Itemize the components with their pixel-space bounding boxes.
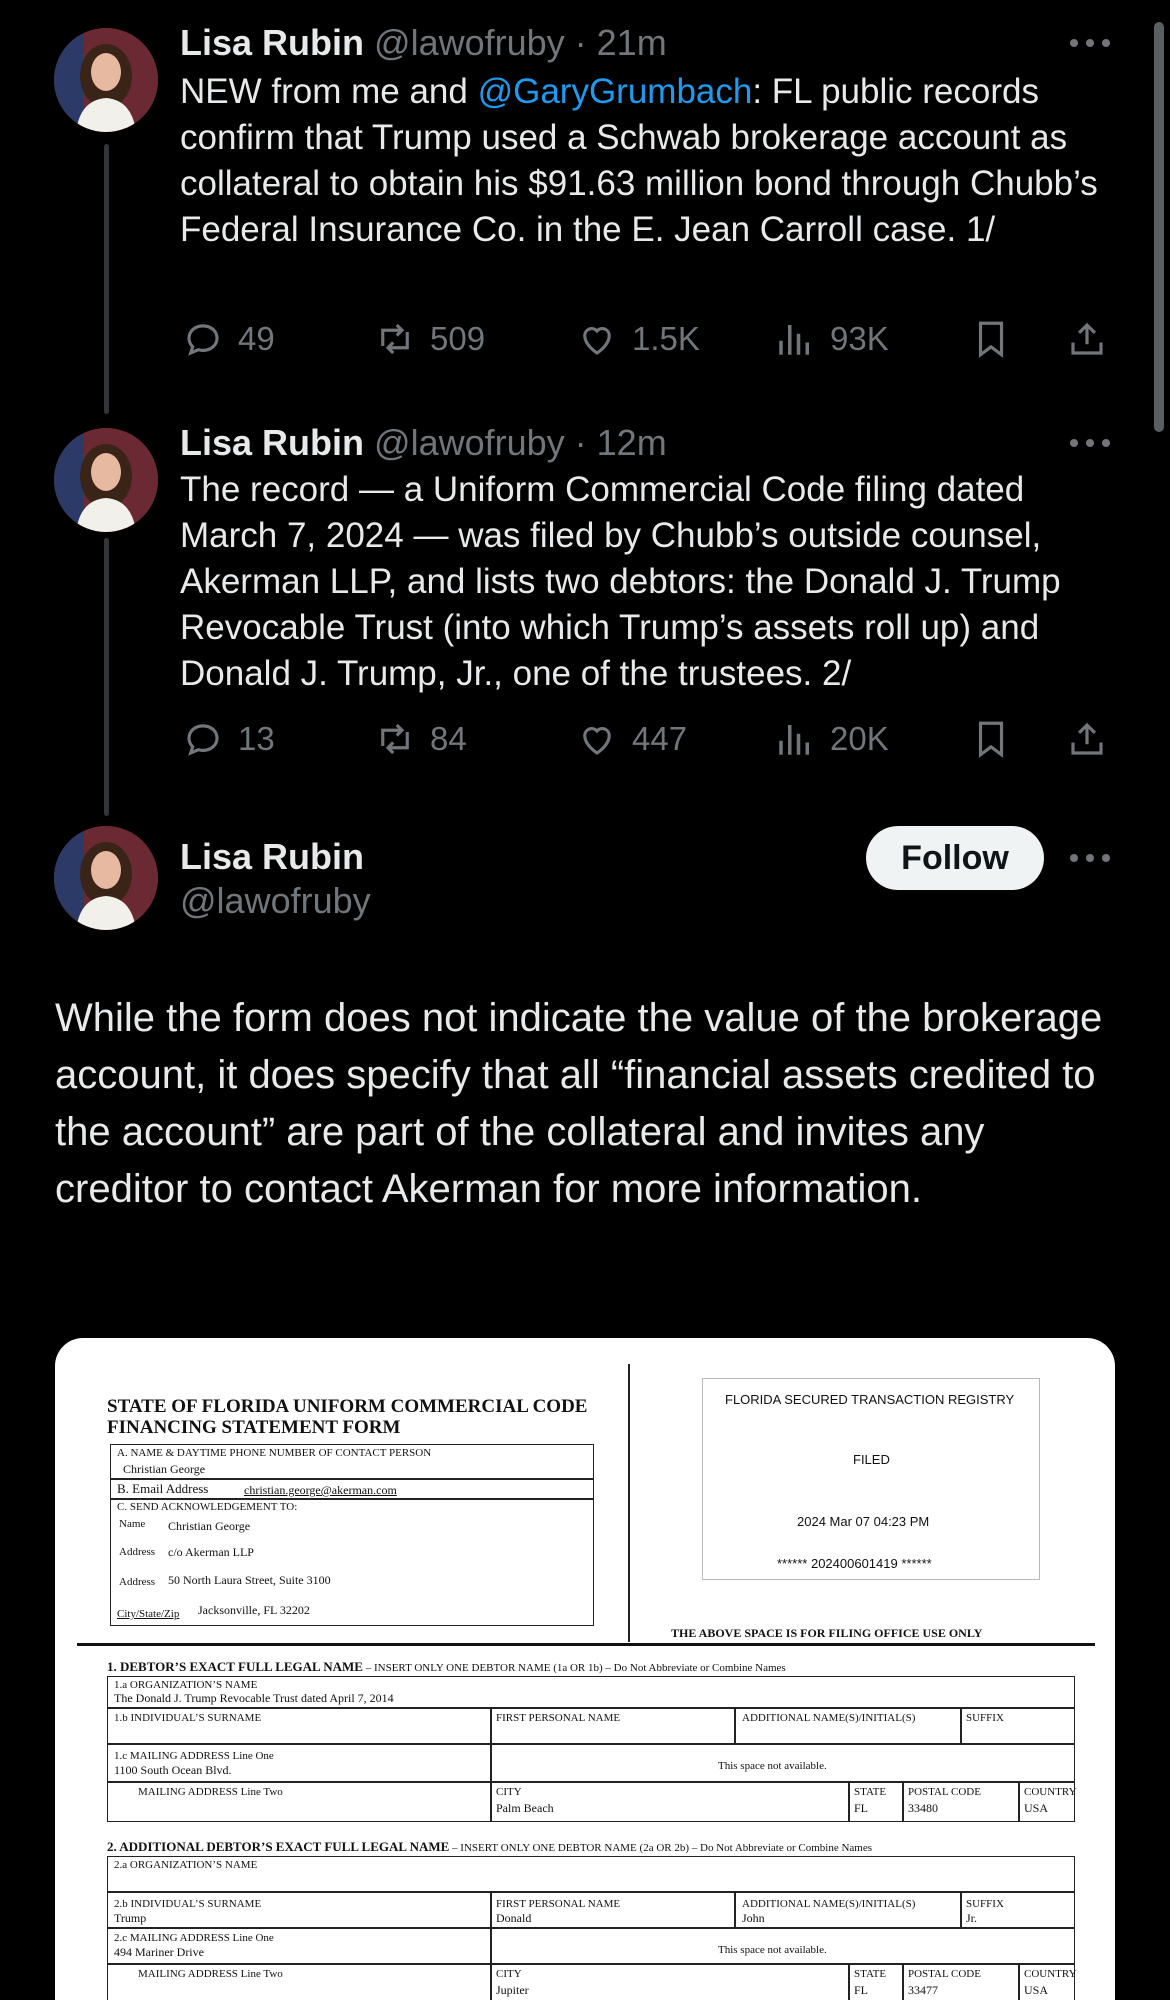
- office-use-note: THE ABOVE SPACE IS FOR FILING OFFICE USE ONLY: [671, 1626, 983, 1640]
- reply-icon: [182, 318, 224, 360]
- contact-box: A. NAME & DAYTIME PHONE NUMBER OF CONTACT PERSON Christian George B. Email Address christian.george@akerman.com: [110, 1444, 594, 1500]
- doc-vertical-rule: [628, 1364, 630, 1642]
- author-handle[interactable]: @lawofruby: [180, 880, 371, 921]
- views-button[interactable]: [774, 314, 889, 364]
- like-count: 447: [632, 720, 688, 757]
- heart-icon: [576, 718, 618, 760]
- tweet-text: NEW from me and @GaryGrumbach: FL public records confirm that Trump used a Schwab brokerage account as collateral to obtain his $91.63 million bond through Chubb’s Federal Insurance Co. in the E. Jean Carroll case. 1/: [180, 72, 1098, 249]
- views-icon: [774, 718, 816, 760]
- filing-registry-box: FLORIDA SECURED TRANSACTION REGISTRY FILED 2024 Mar 07 04:23 PM ****** 202400601419 ******: [702, 1378, 1040, 1580]
- follow-button[interactable]: Follow: [866, 826, 1044, 890]
- bookmark-button[interactable]: [970, 714, 1012, 764]
- repost-button[interactable]: [374, 714, 467, 764]
- like-button[interactable]: [576, 714, 687, 764]
- more-options-icon[interactable]: [1070, 433, 1110, 453]
- reply-button[interactable]: [182, 714, 275, 764]
- share-button[interactable]: [1066, 714, 1108, 764]
- more-options-icon[interactable]: [1070, 33, 1110, 53]
- debtor-2-table: 2.a ORGANIZATION’S NAME 2.b INDIVIDUAL’S SURNAME Trump FIRST PERSONAL NAME Donald ADDITIONAL NAME(S)/INITIAL(S) John SUFFIX Jr. 2.c MAILING ADDRESS Line One 494 Mariner Drive This space not available. MAILING ADDRESS Line Two CITY Jupiter STATE FL POSTAL CODE 33477 COUNTRY USA: [107, 1856, 1075, 2000]
- tweet-header: [180, 22, 667, 64]
- more-options-icon[interactable]: [1070, 848, 1110, 868]
- author-handle[interactable]: @lawofruby: [374, 422, 565, 463]
- repost-icon: [374, 318, 416, 360]
- avatar[interactable]: [54, 428, 158, 532]
- repost-icon: [374, 718, 416, 760]
- author-name[interactable]: Lisa Rubin: [180, 22, 365, 63]
- reply-count: 49: [238, 320, 275, 357]
- thread-line: [104, 144, 109, 414]
- bookmark-icon: [970, 718, 1012, 760]
- author-name[interactable]: Lisa Rubin: [180, 422, 365, 463]
- repost-count: 84: [430, 720, 467, 757]
- thread-line: [104, 538, 109, 816]
- mention-link[interactable]: @GaryGrumbach: [477, 72, 753, 111]
- reply-button[interactable]: [182, 314, 275, 364]
- section-2-title: 2. ADDITIONAL DEBTOR’S EXACT FULL LEGAL NAME – INSERT ONLY ONE DEBTOR NAME (2a OR 2b) – Do Not Abbreviate or Combine Names: [107, 1839, 873, 1854]
- views-icon: [774, 318, 816, 360]
- avatar[interactable]: [54, 826, 158, 930]
- post-time[interactable]: · 12m: [574, 422, 667, 463]
- repost-button[interactable]: [374, 314, 485, 364]
- heart-icon: [576, 318, 618, 360]
- main-post-text: While the form does not indicate the value of the brokerage account, it does specify that all “financial assets credited to the account” are part of the collateral and invites any creditor to contact Akerman for more information.: [55, 996, 1103, 1211]
- tweet-header: [180, 422, 667, 464]
- views-button[interactable]: [774, 714, 889, 764]
- like-button[interactable]: [576, 314, 700, 364]
- view-count: 20K: [830, 720, 889, 757]
- reply-count: 13: [238, 720, 275, 757]
- repost-count: 509: [430, 320, 486, 357]
- doc-divider: [77, 1643, 1095, 1646]
- main-post-handle-row: [180, 880, 371, 922]
- like-count: 1.5K: [632, 320, 700, 357]
- section-1-title: 1. DEBTOR’S EXACT FULL LEGAL NAME – INSERT ONLY ONE DEBTOR NAME (1a OR 1b) – Do Not Abbreviate or Combine Names: [107, 1659, 786, 1674]
- share-icon: [1066, 318, 1108, 360]
- acknowledgement-box: C. SEND ACKNOWLEDGEMENT TO: Name Christian George Address c/o Akerman LLP Address 50 North Laura Street, Suite 3100 City/State/Zip Jacksonville, FL 32202: [110, 1498, 594, 1626]
- view-count: 93K: [830, 320, 889, 357]
- main-post-name: [180, 836, 364, 878]
- reply-icon: [182, 718, 224, 760]
- tweet-actions: [180, 714, 1110, 764]
- tweet-text: The record — a Uniform Commercial Code filing dated March 7, 2024 — was filed by Chubb’s outside counsel, Akerman LLP, and lists two debtors: the Donald J. Trump Revocable Trust (into which Trump’s assets roll up) and Donald J. Trump, Jr., one of the trustees. 2/: [180, 470, 1061, 693]
- tweet-actions: [180, 314, 1110, 364]
- share-icon: [1066, 718, 1108, 760]
- avatar[interactable]: [54, 28, 158, 132]
- scrollbar[interactable]: [1154, 22, 1164, 432]
- debtor-1-table: 1.a ORGANIZATION’S NAME The Donald J. Trump Revocable Trust dated April 7, 2014 1.b INDIVIDUAL’S SURNAME FIRST PERSONAL NAME ADDITIONAL NAME(S)/INITIAL(S) SUFFIX 1.c MAILING ADDRESS Line One 1100 South Ocean Blvd. This space not available. MAILING ADDRESS Line Two CITY Palm Beach STATE FL POSTAL CODE 33480 COUNTRY USA: [107, 1676, 1075, 1822]
- post-time[interactable]: · 21m: [574, 22, 667, 63]
- doc-title: STATE OF FLORIDA UNIFORM COMMERCIAL CODE FINANCING STATEMENT FORM: [107, 1396, 588, 1438]
- document-image[interactable]: [55, 1338, 1115, 2000]
- share-button[interactable]: [1066, 314, 1108, 364]
- bookmark-button[interactable]: [970, 314, 1012, 364]
- author-handle[interactable]: @lawofruby: [374, 22, 565, 63]
- bookmark-icon: [970, 318, 1012, 360]
- author-name[interactable]: Lisa Rubin: [180, 836, 365, 877]
